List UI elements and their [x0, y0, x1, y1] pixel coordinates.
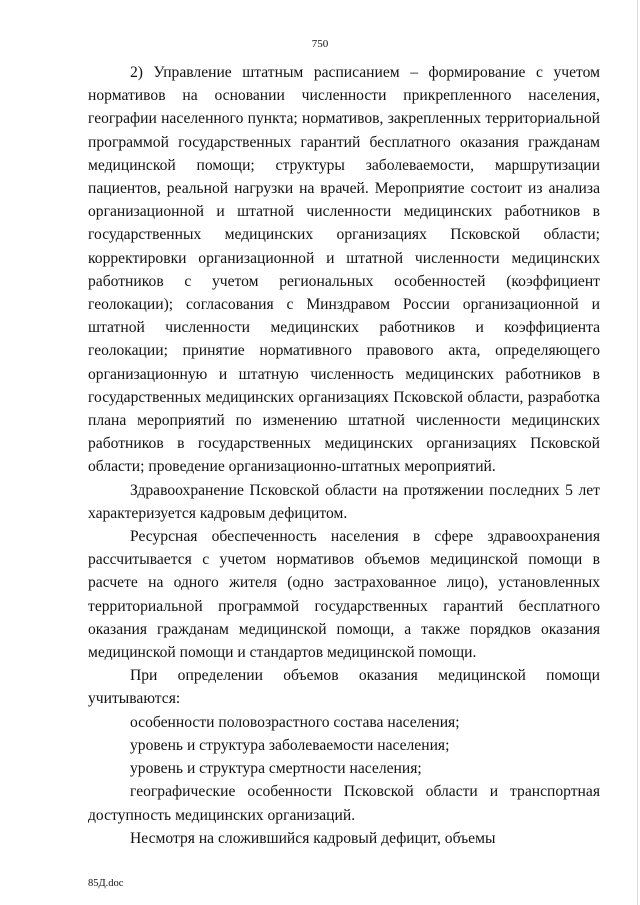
paragraph-continuation: Несмотря на сложившийся кадровый дефицит, объемы	[130, 829, 496, 847]
document-body	[88, 61, 600, 850]
paragraph-resource-provision: Ресурсная обеспеченность населения в сфере здравоохранения рассчитывается с учетом нормативов объемов медицинской помощи в расчете на одного жителя (одно застрахованное лицо), установленных территориальной программой государственных гарантий бесплатного оказания гражданам медицинской помощи, а также порядков оказания медицинской помощи и стандартов медицинской помощи.	[88, 528, 600, 662]
list-item-morbidity: уровень и структура заболеваемости населения;	[130, 736, 450, 754]
paragraph-volume-factors-intro: При определении объемов оказания медицинской помощи учитываются:	[88, 667, 600, 708]
page-number: 750	[311, 38, 329, 50]
list-item-mortality: уровень и структура смертности населения;	[130, 760, 422, 778]
scan-edge-line	[637, 0, 638, 905]
list-item-age-gender: особенности половозрастного состава населения;	[130, 713, 460, 731]
list-item-geography: географические особенности Псковской области и транспортная доступность медицинских организаций.	[88, 783, 600, 824]
file-name-footer: 85Д.doc	[88, 878, 124, 889]
paragraph-staff-shortage: Здравоохранение Псковской области на протяжении последних 5 лет характеризуется кадровым дефицитом.	[88, 481, 600, 522]
paragraph-staffing-management: 2) Управление штатным расписанием – формирование с учетом нормативов на основании численности прикрепленного населения, географии населенного пункта; нормативов, закрепленных территориальной программой государственных гарантий бесплатного оказания гражданам медицинской помощи; структуры заболеваемости, маршрутизации пациентов, реальной нагрузки на врачей. Мероприятие состоит из анализа организационной и штатной численности медицинских работников в государственных медицинских организациях Псковской области; корректировки организационной и штатной численности медицинских работников с учетом региональных особенностей (коэффициент геолокации); согласования с Минздравом России организационной и штатной численности медицинских работников и коэффициента геолокации; принятие нормативного правового акта, определяющего организационную и штатную численность медицинских работников в государственных медицинских организациях Псковской области, разработка плана мероприятий по изменению штатной численности медицинских работников в государственных медицинских организациях Псковской области; проведение организационно-штатных мероприятий.	[88, 64, 600, 476]
